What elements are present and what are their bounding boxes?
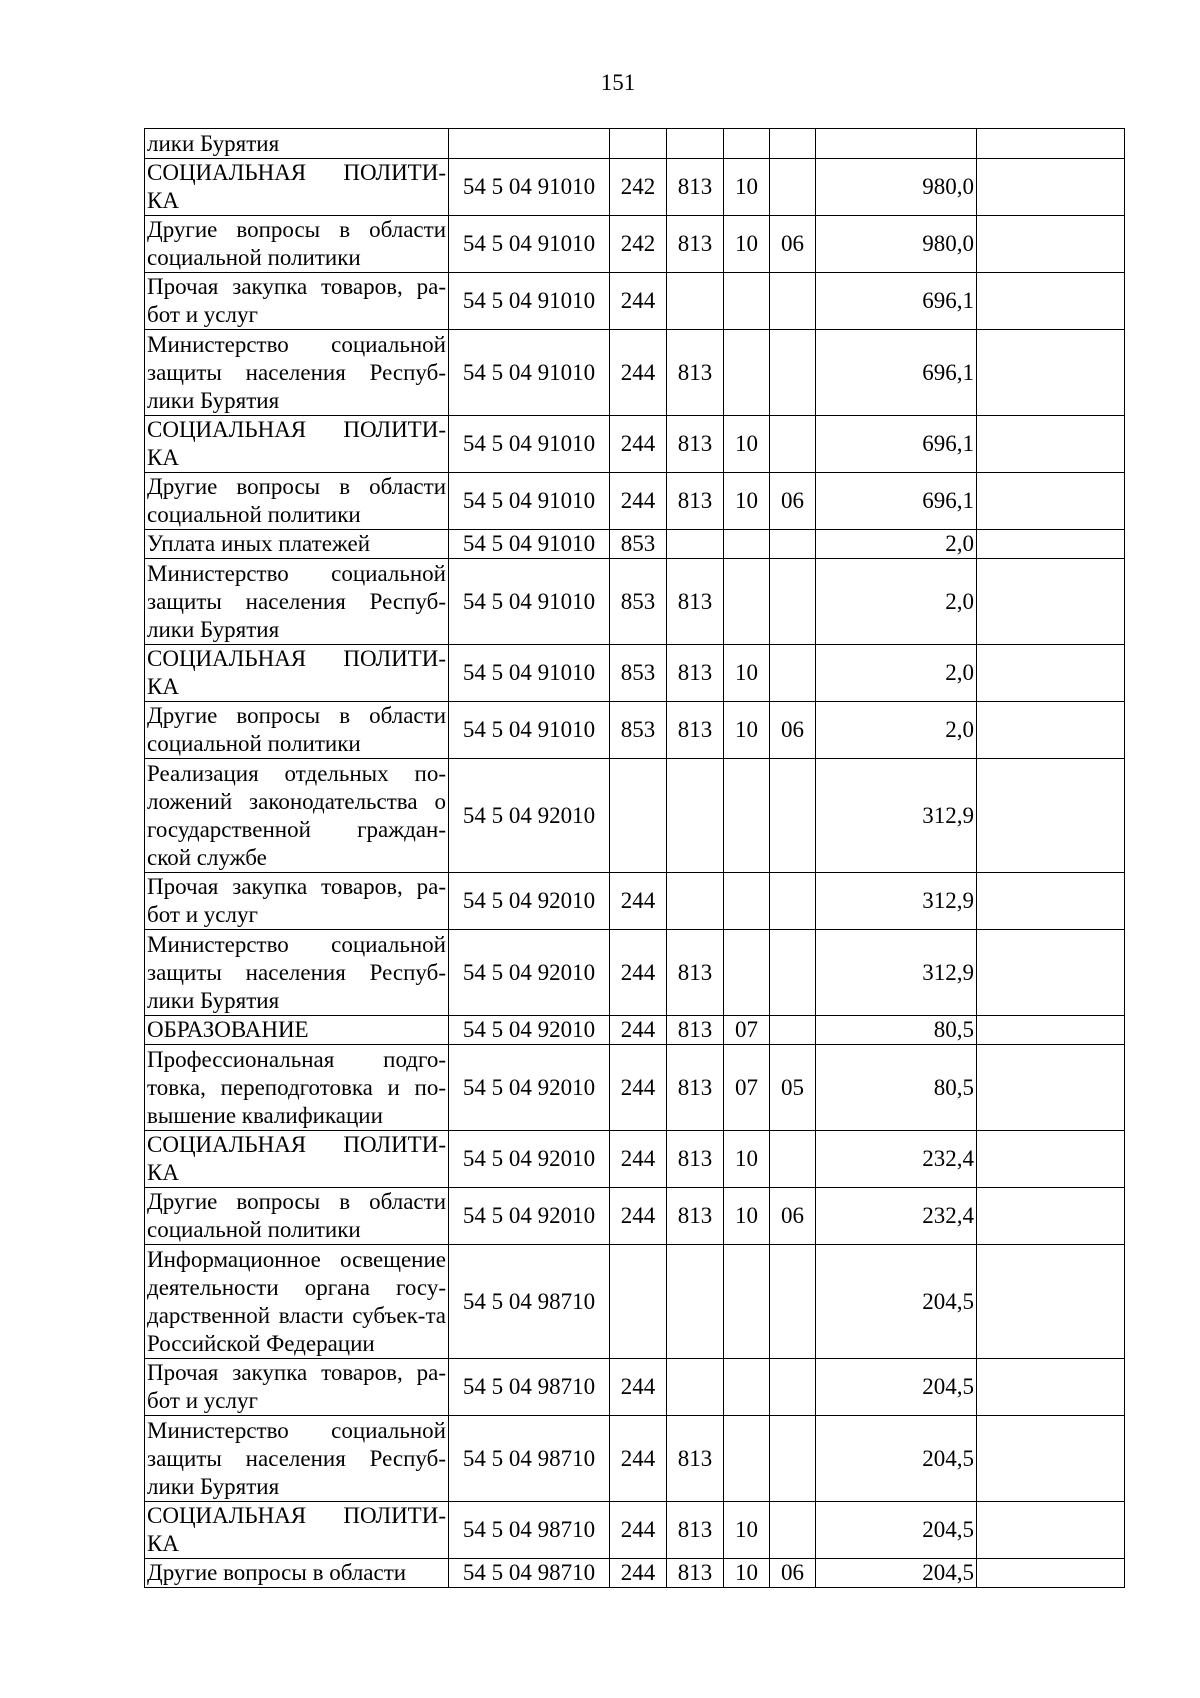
main-administrator-code: 813 bbox=[667, 1188, 724, 1245]
expense-type-code: 244 bbox=[610, 1016, 667, 1045]
amount: 204,5 bbox=[816, 1416, 977, 1502]
expense-type-code: 244 bbox=[610, 1359, 667, 1416]
expense-type-code: 244 bbox=[610, 473, 667, 530]
row-name: ОБРАЗОВАНИЕ bbox=[145, 1016, 449, 1045]
subsection-code bbox=[770, 330, 816, 416]
amount: 696,1 bbox=[816, 473, 977, 530]
row-name: Министерство социальной защиты населения Респуб-лики Бурятия bbox=[145, 559, 449, 645]
target-article-code: 54 5 04 92010 bbox=[449, 1131, 610, 1188]
amount: 312,9 bbox=[816, 873, 977, 930]
row-name: Другие вопросы в области социальной политики bbox=[145, 473, 449, 530]
table-row bbox=[145, 129, 1125, 159]
table-row bbox=[145, 1131, 1125, 1188]
target-article-code: 54 5 04 92010 bbox=[449, 759, 610, 873]
row-name: Другие вопросы в области социальной политики bbox=[145, 216, 449, 273]
row-name: Другие вопросы в области социальной политики bbox=[145, 702, 449, 759]
row-name: СОЦИАЛЬНАЯ ПОЛИТИ-КА bbox=[145, 1502, 449, 1559]
extra-cell bbox=[977, 1502, 1125, 1559]
subsection-code bbox=[770, 1131, 816, 1188]
main-administrator-code bbox=[667, 1359, 724, 1416]
amount: 312,9 bbox=[816, 759, 977, 873]
target-article-code: 54 5 04 91010 bbox=[449, 473, 610, 530]
subsection-code bbox=[770, 1502, 816, 1559]
expense-type-code: 244 bbox=[610, 330, 667, 416]
amount: 696,1 bbox=[816, 416, 977, 473]
target-article-code: 54 5 04 98710 bbox=[449, 1359, 610, 1416]
subsection-code: 06 bbox=[770, 1559, 816, 1588]
target-article-code: 54 5 04 98710 bbox=[449, 1245, 610, 1359]
section-code: 10 bbox=[724, 1131, 770, 1188]
target-article-code: 54 5 04 92010 bbox=[449, 930, 610, 1016]
extra-cell bbox=[977, 702, 1125, 759]
main-administrator-code bbox=[667, 530, 724, 559]
subsection-code: 06 bbox=[770, 702, 816, 759]
extra-cell bbox=[977, 1016, 1125, 1045]
main-administrator-code: 813 bbox=[667, 159, 724, 216]
amount: 2,0 bbox=[816, 559, 977, 645]
section-code bbox=[724, 1416, 770, 1502]
main-administrator-code: 813 bbox=[667, 645, 724, 702]
main-administrator-code bbox=[667, 873, 724, 930]
amount: 204,5 bbox=[816, 1559, 977, 1588]
amount: 204,5 bbox=[816, 1502, 977, 1559]
table-row bbox=[145, 1502, 1125, 1559]
extra-cell bbox=[977, 1188, 1125, 1245]
target-article-code: 54 5 04 92010 bbox=[449, 1188, 610, 1245]
target-article-code: 54 5 04 91010 bbox=[449, 530, 610, 559]
amount: 696,1 bbox=[816, 273, 977, 330]
row-name: Министерство социальной защиты населения Респуб-лики Бурятия bbox=[145, 930, 449, 1016]
target-article-code: 54 5 04 91010 bbox=[449, 273, 610, 330]
table-row bbox=[145, 159, 1125, 216]
amount: 696,1 bbox=[816, 330, 977, 416]
subsection-code: 06 bbox=[770, 473, 816, 530]
extra-cell bbox=[977, 1045, 1125, 1131]
section-code bbox=[724, 930, 770, 1016]
table-row bbox=[145, 1016, 1125, 1045]
row-name: Другие вопросы в области bbox=[145, 1559, 449, 1588]
row-name: Прочая закупка товаров, ра-бот и услуг bbox=[145, 1359, 449, 1416]
amount: 312,9 bbox=[816, 930, 977, 1016]
main-administrator-code: 813 bbox=[667, 1502, 724, 1559]
table-row bbox=[145, 1245, 1125, 1359]
table-row bbox=[145, 416, 1125, 473]
table-row bbox=[145, 330, 1125, 416]
main-administrator-code bbox=[667, 759, 724, 873]
main-administrator-code: 813 bbox=[667, 416, 724, 473]
row-name: СОЦИАЛЬНАЯ ПОЛИТИ-КА bbox=[145, 159, 449, 216]
extra-cell bbox=[977, 1131, 1125, 1188]
amount: 232,4 bbox=[816, 1188, 977, 1245]
main-administrator-code: 813 bbox=[667, 930, 724, 1016]
table-row bbox=[145, 759, 1125, 873]
subsection-code bbox=[770, 273, 816, 330]
expense-type-code: 853 bbox=[610, 530, 667, 559]
budget-table bbox=[144, 128, 1125, 1588]
expense-type-code: 244 bbox=[610, 1502, 667, 1559]
section-code: 07 bbox=[724, 1016, 770, 1045]
expense-type-code: 244 bbox=[610, 1188, 667, 1245]
target-article-code: 54 5 04 91010 bbox=[449, 159, 610, 216]
amount: 80,5 bbox=[816, 1045, 977, 1131]
target-article-code: 54 5 04 98710 bbox=[449, 1416, 610, 1502]
expense-type-code: 853 bbox=[610, 645, 667, 702]
table-row bbox=[145, 1416, 1125, 1502]
table-row bbox=[145, 1045, 1125, 1131]
subsection-code bbox=[770, 1359, 816, 1416]
subsection-code bbox=[770, 759, 816, 873]
row-name: Профессиональная подго-товка, переподготовка и по-вышение квалификации bbox=[145, 1045, 449, 1131]
target-article-code: 54 5 04 91010 bbox=[449, 559, 610, 645]
section-code: 10 bbox=[724, 1502, 770, 1559]
extra-cell bbox=[977, 473, 1125, 530]
extra-cell bbox=[977, 873, 1125, 930]
target-article-code: 54 5 04 92010 bbox=[449, 873, 610, 930]
extra-cell bbox=[977, 216, 1125, 273]
section-code bbox=[724, 530, 770, 559]
table-row bbox=[145, 1188, 1125, 1245]
subsection-code: 06 bbox=[770, 1188, 816, 1245]
target-article-code: 54 5 04 91010 bbox=[449, 330, 610, 416]
main-administrator-code: 813 bbox=[667, 330, 724, 416]
amount: 2,0 bbox=[816, 645, 977, 702]
main-administrator-code: 813 bbox=[667, 702, 724, 759]
target-article-code: 54 5 04 91010 bbox=[449, 645, 610, 702]
row-name: лики Бурятия bbox=[145, 129, 449, 159]
section-code: 10 bbox=[724, 159, 770, 216]
amount: 980,0 bbox=[816, 216, 977, 273]
expense-type-code: 244 bbox=[610, 1559, 667, 1588]
main-administrator-code: 813 bbox=[667, 1559, 724, 1588]
subsection-code bbox=[770, 416, 816, 473]
target-article-code: 54 5 04 98710 bbox=[449, 1502, 610, 1559]
subsection-code bbox=[770, 559, 816, 645]
extra-cell bbox=[977, 559, 1125, 645]
amount: 204,5 bbox=[816, 1359, 977, 1416]
extra-cell bbox=[977, 1559, 1125, 1588]
expense-type-code: 244 bbox=[610, 873, 667, 930]
row-name: Министерство социальной защиты населения Респуб-лики Бурятия bbox=[145, 330, 449, 416]
section-code bbox=[724, 873, 770, 930]
target-article-code bbox=[449, 129, 610, 159]
section-code: 10 bbox=[724, 416, 770, 473]
expense-type-code: 244 bbox=[610, 416, 667, 473]
table-row bbox=[145, 1559, 1125, 1588]
row-name: СОЦИАЛЬНАЯ ПОЛИТИ-КА bbox=[145, 1131, 449, 1188]
expense-type-code: 244 bbox=[610, 1045, 667, 1131]
section-code: 10 bbox=[724, 473, 770, 530]
amount: 980,0 bbox=[816, 159, 977, 216]
target-article-code: 54 5 04 92010 bbox=[449, 1045, 610, 1131]
table-row bbox=[145, 873, 1125, 930]
expense-type-code bbox=[610, 129, 667, 159]
section-code bbox=[724, 759, 770, 873]
subsection-code bbox=[770, 873, 816, 930]
extra-cell bbox=[977, 645, 1125, 702]
section-code: 07 bbox=[724, 1045, 770, 1131]
target-article-code: 54 5 04 91010 bbox=[449, 416, 610, 473]
table-row bbox=[145, 1359, 1125, 1416]
section-code bbox=[724, 273, 770, 330]
row-name: Прочая закупка товаров, ра-бот и услуг bbox=[145, 873, 449, 930]
expense-type-code: 244 bbox=[610, 1416, 667, 1502]
main-administrator-code: 813 bbox=[667, 1045, 724, 1131]
extra-cell bbox=[977, 1359, 1125, 1416]
extra-cell bbox=[977, 930, 1125, 1016]
section-code: 10 bbox=[724, 1559, 770, 1588]
extra-cell bbox=[977, 759, 1125, 873]
main-administrator-code: 813 bbox=[667, 216, 724, 273]
amount: 2,0 bbox=[816, 530, 977, 559]
row-name: Информационное освещение деятельности органа госу-дарственной власти субъек-та Российской Федерации bbox=[145, 1245, 449, 1359]
expense-type-code: 244 bbox=[610, 1131, 667, 1188]
amount bbox=[816, 129, 977, 159]
extra-cell bbox=[977, 159, 1125, 216]
expense-type-code: 853 bbox=[610, 702, 667, 759]
section-code: 10 bbox=[724, 702, 770, 759]
main-administrator-code: 813 bbox=[667, 1016, 724, 1045]
subsection-code bbox=[770, 129, 816, 159]
table-row bbox=[145, 216, 1125, 273]
subsection-code bbox=[770, 1016, 816, 1045]
section-code bbox=[724, 1359, 770, 1416]
extra-cell bbox=[977, 1245, 1125, 1359]
expense-type-code: 244 bbox=[610, 930, 667, 1016]
section-code: 10 bbox=[724, 216, 770, 273]
table-row bbox=[145, 559, 1125, 645]
subsection-code bbox=[770, 1416, 816, 1502]
main-administrator-code: 813 bbox=[667, 1131, 724, 1188]
row-name: Уплата иных платежей bbox=[145, 530, 449, 559]
target-article-code: 54 5 04 98710 bbox=[449, 1559, 610, 1588]
amount: 2,0 bbox=[816, 702, 977, 759]
amount: 80,5 bbox=[816, 1016, 977, 1045]
table-body bbox=[145, 129, 1125, 1588]
expense-type-code: 244 bbox=[610, 273, 667, 330]
section-code bbox=[724, 1245, 770, 1359]
target-article-code: 54 5 04 91010 bbox=[449, 702, 610, 759]
row-name: Реализация отдельных по-ложений законодательства о государственной граждан-ской службе bbox=[145, 759, 449, 873]
target-article-code: 54 5 04 92010 bbox=[449, 1016, 610, 1045]
extra-cell bbox=[977, 530, 1125, 559]
row-name: СОЦИАЛЬНАЯ ПОЛИТИ-КА bbox=[145, 645, 449, 702]
extra-cell bbox=[977, 129, 1125, 159]
target-article-code: 54 5 04 91010 bbox=[449, 216, 610, 273]
expense-type-code bbox=[610, 759, 667, 873]
section-code: 10 bbox=[724, 645, 770, 702]
page-number: 151 bbox=[600, 70, 636, 95]
section-code: 10 bbox=[724, 1188, 770, 1245]
subsection-code: 05 bbox=[770, 1045, 816, 1131]
section-code bbox=[724, 559, 770, 645]
section-code bbox=[724, 330, 770, 416]
table-row bbox=[145, 645, 1125, 702]
table-row bbox=[145, 473, 1125, 530]
row-name: Другие вопросы в области социальной политики bbox=[145, 1188, 449, 1245]
expense-type-code bbox=[610, 1245, 667, 1359]
main-administrator-code bbox=[667, 273, 724, 330]
main-administrator-code: 813 bbox=[667, 559, 724, 645]
row-name: СОЦИАЛЬНАЯ ПОЛИТИ-КА bbox=[145, 416, 449, 473]
main-administrator-code: 813 bbox=[667, 1416, 724, 1502]
section-code bbox=[724, 129, 770, 159]
amount: 232,4 bbox=[816, 1131, 977, 1188]
main-administrator-code: 813 bbox=[667, 473, 724, 530]
table-row bbox=[145, 702, 1125, 759]
subsection-code bbox=[770, 159, 816, 216]
row-name: Министерство социальной защиты населения Респуб-лики Бурятия bbox=[145, 1416, 449, 1502]
extra-cell bbox=[977, 416, 1125, 473]
main-administrator-code bbox=[667, 1245, 724, 1359]
subsection-code bbox=[770, 645, 816, 702]
subsection-code bbox=[770, 530, 816, 559]
main-administrator-code bbox=[667, 129, 724, 159]
row-name: Прочая закупка товаров, ра-бот и услуг bbox=[145, 273, 449, 330]
subsection-code bbox=[770, 930, 816, 1016]
table-row bbox=[145, 930, 1125, 1016]
subsection-code bbox=[770, 1245, 816, 1359]
expense-type-code: 242 bbox=[610, 159, 667, 216]
extra-cell bbox=[977, 330, 1125, 416]
extra-cell bbox=[977, 273, 1125, 330]
expense-type-code: 242 bbox=[610, 216, 667, 273]
amount: 204,5 bbox=[816, 1245, 977, 1359]
extra-cell bbox=[977, 1416, 1125, 1502]
table-row bbox=[145, 273, 1125, 330]
subsection-code: 06 bbox=[770, 216, 816, 273]
table-row bbox=[145, 530, 1125, 559]
expense-type-code: 853 bbox=[610, 559, 667, 645]
